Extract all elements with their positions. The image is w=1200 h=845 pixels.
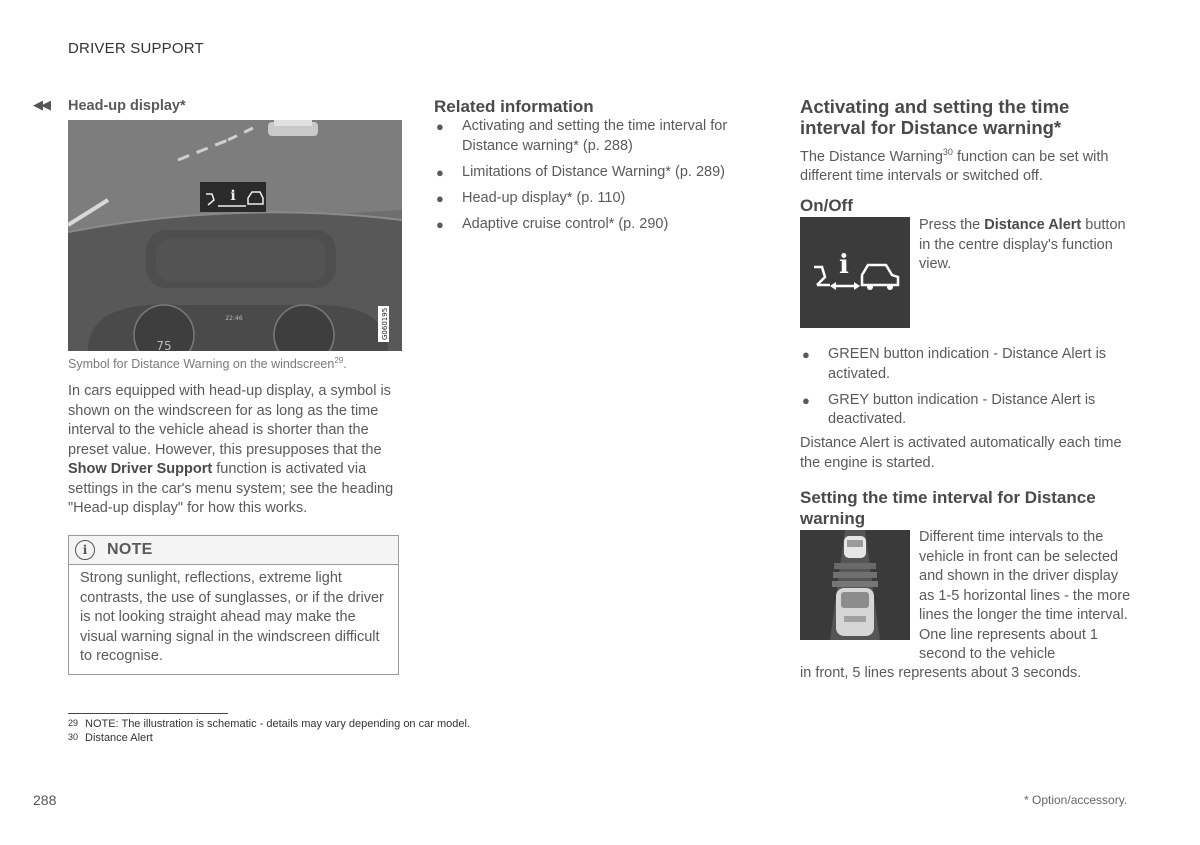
head-up-paragraph: In cars equipped with head-up display, a symbol is shown on the windscreen for as long as the time interval to the vehicle ahead is shorter than the preset value. However, this presupposes that the Show Driver Support function is activated via settings in the car's menu system; see the heading "Head-up display" for how this works. bbox=[68, 383, 394, 516]
head-up-display-heading: Head-up display* bbox=[68, 98, 186, 114]
related-information-heading: Related information bbox=[434, 97, 594, 116]
related-list bbox=[434, 117, 754, 241]
list-item[interactable]: ● Adaptive cruise control* (p. 290) bbox=[434, 215, 754, 235]
cluster-speed: 75 bbox=[156, 339, 172, 351]
svg-text:i: i bbox=[230, 188, 236, 204]
footnote-divider bbox=[68, 713, 228, 714]
time-interval-display-image bbox=[800, 530, 910, 640]
list-item: ● GREY button indication - Distance Alert is deactivated. bbox=[802, 391, 1096, 427]
list-item[interactable]: ● Activating and setting the time interval for Distance warning* (p. 288) bbox=[436, 118, 728, 154]
list-item[interactable]: ● Head-up display* (p. 110) bbox=[434, 189, 754, 209]
option-accessory-note: * Option/accessory. bbox=[1024, 793, 1128, 807]
indication-list bbox=[800, 345, 1130, 436]
footnote-30: 30 Distance Alert bbox=[68, 732, 153, 744]
note-box bbox=[68, 535, 399, 675]
note-header bbox=[69, 536, 398, 565]
info-icon: i bbox=[75, 540, 95, 560]
list-item[interactable]: ● Limitations of Distance Warning* (p. 289) bbox=[434, 163, 754, 183]
note-body: Strong sunlight, reflections, extreme light contrasts, the use of sunglasses, or if the driver is not looking straight ahead may make the visual warning signal in the windscreen difficult to recognise. bbox=[80, 570, 384, 664]
distance-alert-button-image bbox=[800, 217, 910, 328]
distance-alert-term: Distance Alert bbox=[984, 217, 1082, 233]
press-instruction: Press the Distance Alert button in the centre display's function view. bbox=[919, 217, 1126, 272]
footnote-ref-29: 29 bbox=[334, 356, 344, 365]
setting-interval-heading: Setting the time interval for Distance warning bbox=[800, 488, 1096, 528]
interval-description-tail: in front, 5 lines represents about 3 seconds. bbox=[800, 665, 1082, 681]
cluster-clock: 22:46 bbox=[225, 315, 243, 322]
show-driver-support-term: Show Driver Support bbox=[68, 461, 213, 477]
image-code: G060195 bbox=[381, 307, 389, 340]
intro-paragraph: The Distance Warning$^{30}$ function can be set with different time intervals or switched off. bbox=[800, 147, 1109, 185]
auto-activation-paragraph: Distance Alert is activated automatically each time the engine is started. bbox=[800, 435, 1122, 471]
bullet-icon: ● bbox=[802, 347, 810, 362]
info-glyph-icon: i bbox=[839, 250, 849, 280]
image-caption: Symbol for Distance Warning on the windscreen$^{29}$. bbox=[68, 356, 347, 372]
interval-description: Different time intervals to the vehicle in front can be selected and shown in the driver display as 1-5 horizontal lines - the more lines the longer the time interval. One line represents about 1 second to the vehicle bbox=[919, 529, 1131, 662]
bullet-icon: ● bbox=[436, 119, 444, 134]
bullet-icon: ● bbox=[436, 164, 444, 180]
footnote-29: 29 NOTE: The illustration is schematic - details may vary depending on car model. bbox=[68, 718, 470, 730]
bullet-icon: ● bbox=[436, 190, 444, 206]
section-title: DRIVER SUPPORT bbox=[68, 40, 204, 57]
windscreen-photo bbox=[68, 120, 402, 351]
activating-heading: Activating and setting the time interval for Distance warning* bbox=[800, 96, 1070, 138]
continued-icon: ◀◀ bbox=[33, 97, 49, 112]
bullet-icon: ● bbox=[802, 392, 810, 408]
on-off-heading: On/Off bbox=[800, 196, 853, 215]
note-title: NOTE bbox=[107, 541, 153, 558]
footnote-ref-30: 30 bbox=[942, 147, 953, 157]
bullet-icon: ● bbox=[436, 216, 444, 232]
list-item: ● GREEN button indication - Distance Alert is activated. bbox=[802, 346, 1107, 382]
page-number: 288 bbox=[33, 792, 57, 808]
